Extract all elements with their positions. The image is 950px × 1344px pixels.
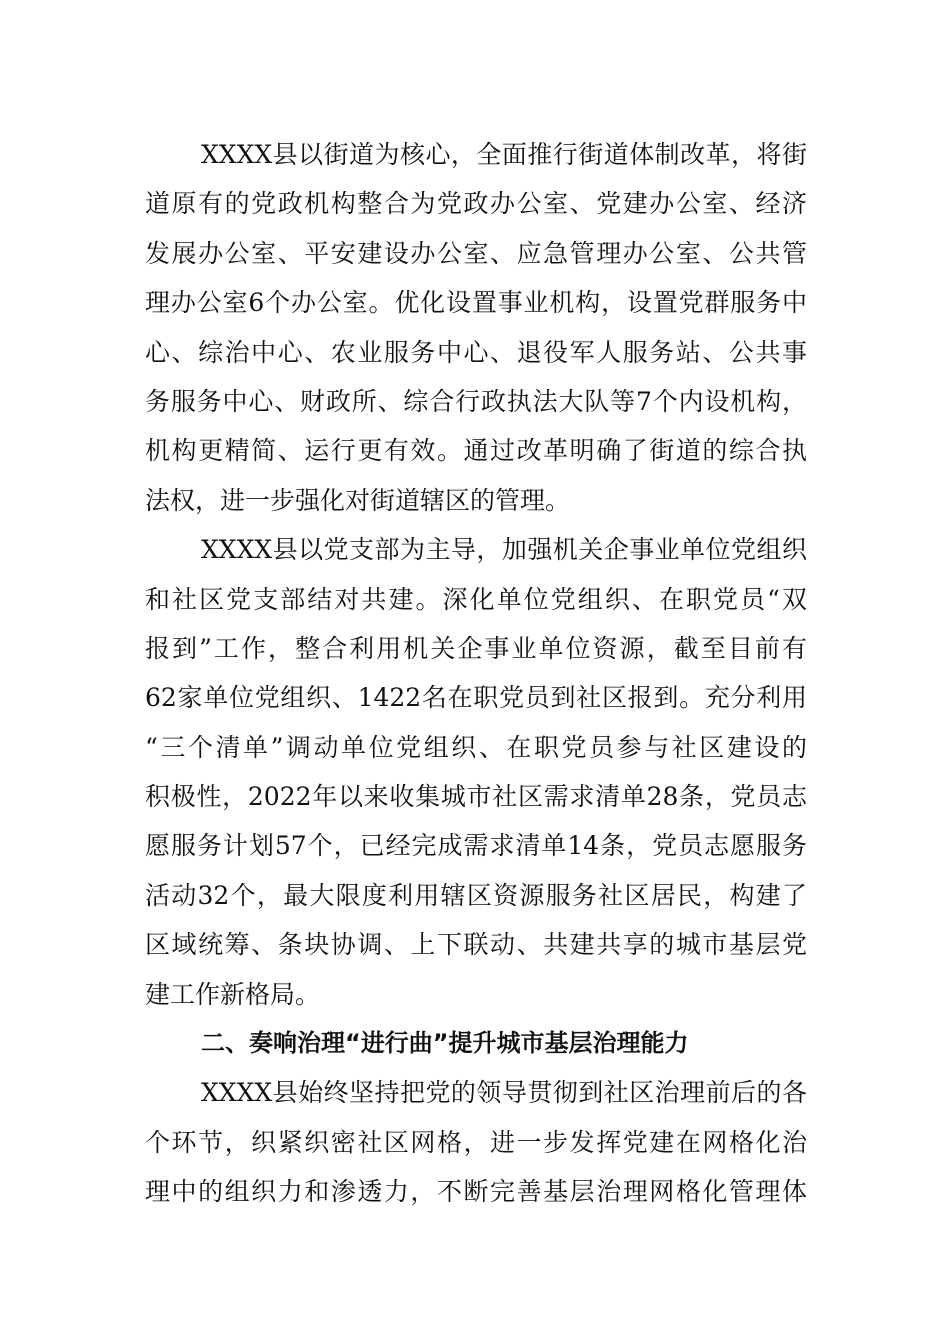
text-line: 积极性，2022年以来收集城市社区需求清单28条，党员志 (145, 782, 807, 812)
text-line: 报到”工作，整合利用机关企事业单位资源，截至目前有 (145, 633, 807, 663)
text-line: 和社区党支部结对共建。深化单位党组织、在职党员“双 (145, 584, 807, 614)
text-line: 建工作新格局。 (145, 979, 321, 1009)
text-line: “三个清单”调动单位党组织、在职党员参与社区建设的 (145, 732, 807, 762)
text-line: 62家单位党组织、1422名在职党员到社区报到。充分利用 (145, 683, 807, 713)
section-heading (145, 1019, 807, 1068)
text-line: 活动32个，最大限度利用辖区资源服务社区居民，构建了 (145, 880, 807, 910)
text-line: 个环节，织紧织密社区网格，进一步发挥党建在网格化治 (145, 1127, 807, 1157)
text-line: XXXX县以街道为核心，全面推行街道体制改革，将街 (201, 140, 807, 169)
text-line: 务服务中心、财政所、综合行政执法大队等7个内设机构， (145, 386, 807, 416)
text-line: 区域统筹、条块协调、上下联动、共建共享的城市基层党 (145, 930, 807, 960)
text-line: 二、奏响治理“进行曲”提升城市基层治理能力 (201, 1029, 689, 1058)
text-line: XXXX县以党支部为主导，加强机关企事业单位党组织 (201, 535, 807, 565)
paragraph (145, 130, 807, 525)
document-body (145, 130, 807, 1217)
text-line: 法权，进一步强化对街道辖区的管理。 (145, 485, 571, 515)
text-line: XXXX县始终坚持把党的领导贯彻到社区治理前后的各 (201, 1078, 807, 1108)
text-line: 愿服务计划57个，已经完成需求清单14条，党员志愿服务 (145, 831, 807, 861)
paragraph (145, 525, 807, 1019)
text-line: 理办公室6个办公室。优化设置事业机构，设置党群服务中 (145, 288, 807, 318)
text-line: 心、综治中心、农业服务中心、退役军人服务站、公共事 (145, 337, 807, 367)
text-line: 理中的组织力和渗透力，不断完善基层治理网格化管理体 (145, 1177, 807, 1207)
text-line: 机构更精简、运行更有效。通过改革明确了街道的综合执 (145, 436, 807, 466)
text-line: 道原有的党政机构整合为党政办公室、党建办公室、经济 (145, 189, 807, 219)
text-line: 发展办公室、平安建设办公室、应急管理办公室、公共管 (145, 238, 807, 268)
paragraph (145, 1068, 807, 1216)
